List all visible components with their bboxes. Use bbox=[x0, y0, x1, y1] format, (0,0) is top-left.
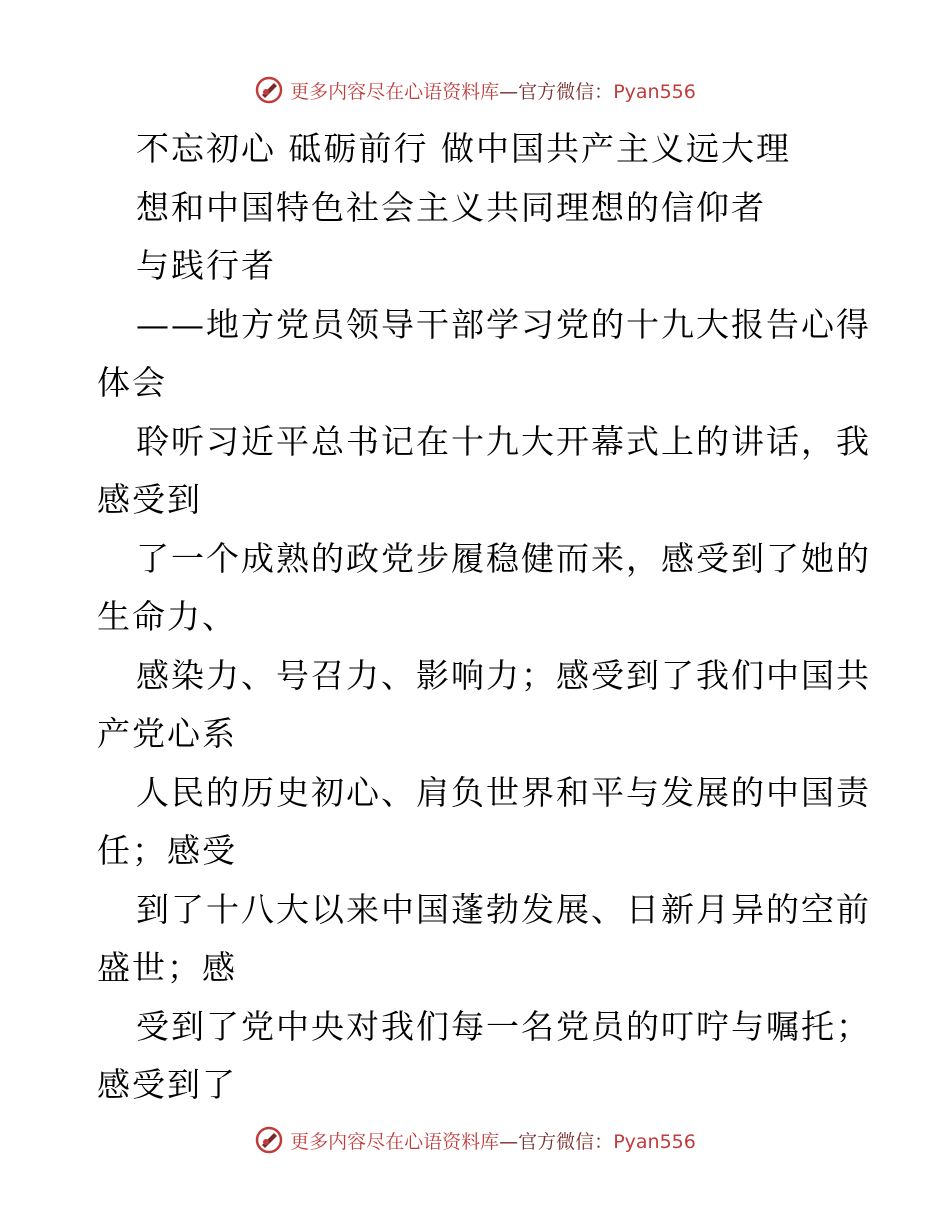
banner-main-text: 更多内容尽在心语资料库 bbox=[290, 80, 500, 103]
banner-separator: — bbox=[499, 80, 519, 103]
text-line: 不忘初心 砥砺前行 做中国共产主义远大理 bbox=[136, 129, 791, 168]
text-line: 感受到 bbox=[97, 480, 202, 519]
text-line: 感受到了 bbox=[97, 1065, 237, 1104]
text-line: 受到了党中央对我们每一名党员的叮咛与嘱托； bbox=[136, 1006, 871, 1046]
banner-separator: — bbox=[499, 1130, 519, 1153]
banner-text bbox=[290, 1127, 696, 1154]
header-watermark-banner bbox=[0, 70, 950, 110]
text-line: 体会 bbox=[97, 363, 167, 402]
text-line: 任；感受 bbox=[97, 831, 237, 870]
text-line: 盛世；感 bbox=[97, 948, 237, 987]
text-line: ——地方党员领导干部学习党的十九大报告心得 bbox=[136, 304, 871, 344]
footer-watermark-banner bbox=[0, 1120, 950, 1160]
text-line: 人民的历史初心、肩负世界和平与发展的中国责 bbox=[136, 772, 871, 812]
text-line: 想和中国特色社会主义共同理想的信仰者 bbox=[136, 187, 766, 227]
text-line: 了一个成熟的政党步履稳健而来，感受到了她的 bbox=[136, 538, 871, 578]
banner-label: 官方微信： bbox=[518, 1130, 614, 1153]
text-line: 感染力、号召力、影响力；感受到了我们中国共 bbox=[136, 655, 871, 695]
text-line: 与践行者 bbox=[136, 246, 276, 285]
text-line: 生命力、 bbox=[97, 597, 237, 636]
banner-main-text: 更多内容尽在心语资料库 bbox=[290, 1130, 500, 1153]
text-line: 到了十八大以来中国蓬勃发展、日新月异的空前 bbox=[136, 889, 871, 929]
text-line: 聆听习近平总书记在十九大开幕式上的讲话，我 bbox=[136, 421, 871, 461]
logo-icon bbox=[254, 75, 284, 105]
logo-icon bbox=[254, 1125, 284, 1155]
banner-wechat-id: Pyan556 bbox=[613, 1130, 696, 1153]
banner-wechat-id: Pyan556 bbox=[613, 80, 696, 103]
banner-label: 官方微信： bbox=[518, 80, 614, 103]
document-body bbox=[97, 120, 871, 1115]
banner-text bbox=[290, 77, 696, 104]
text-line: 产党心系 bbox=[97, 714, 237, 753]
